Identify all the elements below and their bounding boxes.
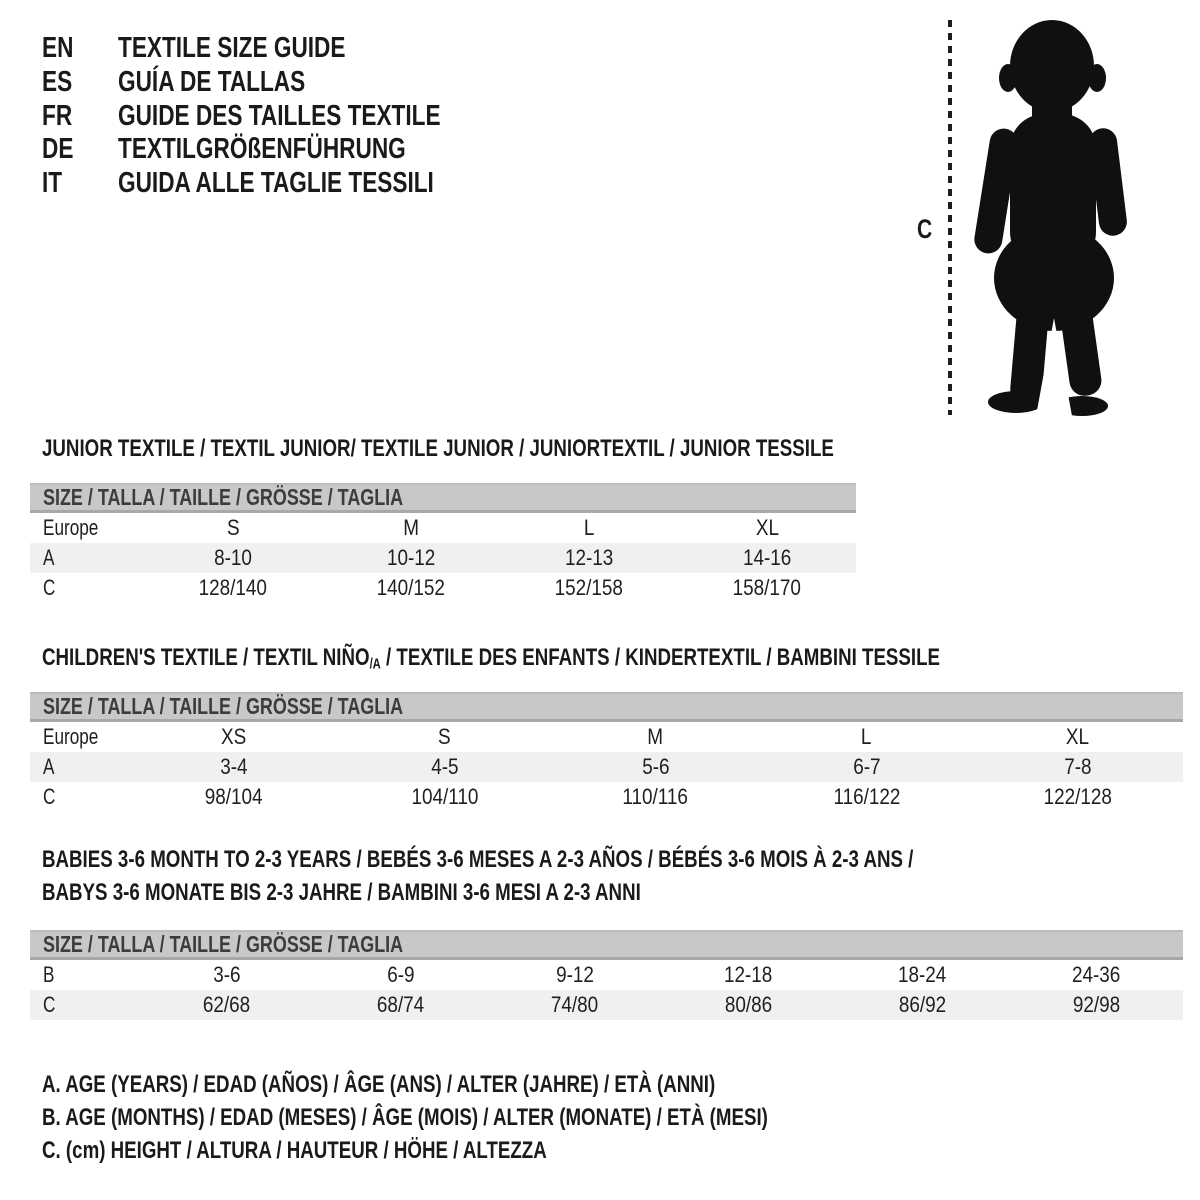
cell-value: 12-13 (564, 545, 614, 570)
cell-value: 8-10 (214, 545, 252, 570)
row-label: Europe (43, 515, 99, 540)
cell-value: 92/98 (1072, 992, 1120, 1017)
footnote-age-years: A. AGE (YEARS) / EDAD (AÑOS) / ÂGE (ANS) / ALTER (JAHRE) / ETÀ (ANNI) (42, 1071, 716, 1098)
cell-value: S (438, 724, 451, 749)
cell-value: 86/92 (898, 992, 946, 1017)
row-label: A (43, 545, 55, 570)
language-code: IT (42, 167, 63, 199)
cell-value: L (861, 724, 872, 749)
table-row-height (30, 990, 1183, 1020)
cell-value: L (583, 515, 595, 540)
language-code: EN (42, 32, 74, 64)
row-label: C (43, 575, 56, 600)
page-title: GUIDE DES TAILLES TEXTILE (118, 99, 441, 132)
cell-value: 7-8 (1063, 754, 1092, 779)
cell-value: 4-5 (430, 754, 459, 779)
page-title: TEXTILGRÖßENFÜHRUNG (118, 133, 406, 166)
cell-value: M (403, 515, 419, 540)
section-title-babies-line2: BABYS 3-6 MONATE BIS 2-3 JAHRE / BAMBINI 3-6 MESI A 2-3 ANNI (42, 879, 641, 906)
cell-value: 24-36 (1071, 962, 1121, 987)
table-row-europe (30, 513, 856, 543)
cell-value: 3-6 (213, 962, 241, 987)
size-header-bar: SIZE / TALLA / TAILLE / GRÖSSE / TAGLIA (30, 930, 1183, 960)
section-title-babies-line1: BABIES 3-6 MONTH TO 2-3 YEARS / BEBÉS 3-6 MESES A 2-3 AÑOS / BÉBÉS 3-6 MOIS À 2-3 ANS / (42, 846, 914, 873)
cell-value: 9-12 (555, 962, 594, 987)
cell-value: 152/158 (554, 575, 624, 600)
row-label: C (43, 784, 56, 809)
cell-value: 10-12 (386, 545, 436, 570)
cell-value: 6-9 (387, 962, 415, 987)
row-label: B (43, 962, 55, 987)
cell-value: 128/140 (198, 575, 268, 600)
cell-value: 5-6 (641, 754, 670, 779)
page-title: GUIDA ALLE TAGLIE TESSILI (118, 167, 434, 199)
cell-value: 6-7 (852, 754, 881, 779)
cell-value: 110/116 (622, 784, 689, 809)
language-code: ES (42, 65, 73, 98)
cell-value: 116/122 (833, 784, 900, 809)
cell-value: S (226, 515, 240, 540)
cell-value: XL (755, 515, 779, 540)
page-title: GUÍA DE TALLAS (118, 65, 306, 98)
baby-figure (905, 0, 1155, 420)
size-header-bar: SIZE / TALLA / TAILLE / GRÖSSE / TAGLIA (30, 483, 856, 513)
table-row-age (30, 752, 1183, 782)
table-row-europe (30, 722, 1183, 752)
cell-value: 18-24 (898, 962, 947, 987)
cell-value: XS (220, 724, 247, 749)
table-row-age (30, 543, 856, 573)
table-row-height (30, 782, 1183, 812)
cell-value: 104/110 (411, 784, 478, 809)
cell-value: 80/86 (724, 992, 773, 1017)
row-label: C (43, 992, 56, 1017)
page-title: TEXTILE SIZE GUIDE (118, 32, 346, 64)
cell-value: 14-16 (742, 545, 792, 570)
section-title-junior: JUNIOR TEXTILE / TEXTIL JUNIOR/ TEXTILE JUNIOR / JUNIORTEXTIL / JUNIOR TESSILE (42, 435, 834, 462)
gender-subscript: /A (369, 656, 381, 673)
footnote-age-months: B. AGE (MONTHS) / EDAD (MESES) / ÂGE (MOIS) / ALTER (MONATE) / ETÀ (MESI) (42, 1104, 768, 1131)
table-row-height (30, 573, 856, 603)
cell-value: 158/170 (732, 575, 802, 600)
cell-value: 12-18 (724, 962, 773, 987)
footnote-height-cm: C. (cm) HEIGHT / ALTURA / HAUTEUR / HÖHE / ALTEZZA (42, 1137, 547, 1164)
row-label: A (43, 754, 55, 779)
cell-value: 68/74 (377, 992, 425, 1017)
size-header-bar: SIZE / TALLA / TAILLE / GRÖSSE / TAGLIA (30, 692, 1183, 722)
cell-value: M (647, 724, 664, 749)
cell-value: 122/128 (1043, 784, 1112, 809)
cell-value: 3-4 (219, 754, 248, 779)
row-label: Europe (43, 724, 99, 749)
cell-value: 74/80 (550, 992, 599, 1017)
cell-value: 62/68 (203, 992, 251, 1017)
height-measure-dotted-line (948, 20, 952, 415)
language-code: DE (42, 133, 74, 166)
cell-value: 98/104 (204, 784, 263, 809)
cell-value: XL (1065, 724, 1090, 749)
baby-silhouette-icon (970, 16, 1146, 416)
table-row-months (30, 960, 1183, 990)
language-code: FR (42, 99, 73, 132)
section-title-children: CHILDREN'S TEXTILE / TEXTIL NIÑO/A / TEXTILE DES ENFANTS / KINDERTEXTIL / BAMBINI TESSILE (42, 644, 941, 673)
figure-height-label: C (917, 214, 933, 244)
cell-value: 140/152 (376, 575, 446, 600)
